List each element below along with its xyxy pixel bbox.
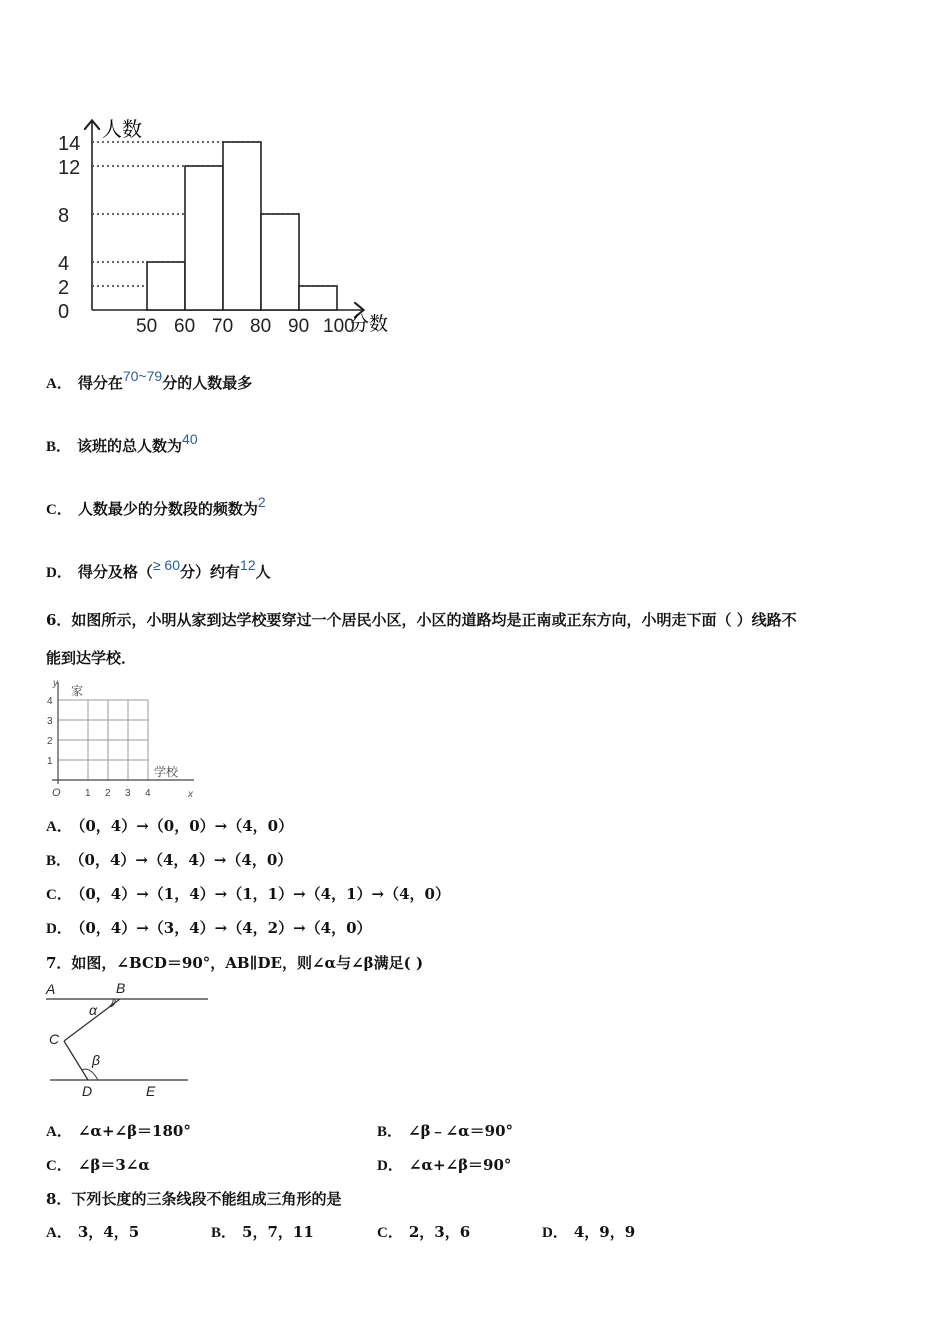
y-axis-label: 人数 [102, 119, 142, 141]
histogram-bar [185, 166, 223, 310]
y-tick: 1 [47, 756, 53, 767]
option-text: ∠α+∠β＝90° [408, 1156, 512, 1174]
option-key: A． [46, 376, 72, 392]
y-axis-letter: y [53, 678, 58, 689]
option-text: （0，4）→（0，0）→（4，0） [77, 817, 294, 835]
x-tick-label: 80 [250, 316, 272, 337]
q6-stem-line1: 6．如图所示，小明从家到达学校要穿过一个居民小区，小区的道路均是正南或正东方向，小明走下面（ ）线路不 [46, 611, 797, 629]
option-key: D． [46, 921, 72, 937]
label-alpha: α [89, 1002, 97, 1018]
option-text-post: 分的人数最多 [162, 374, 253, 392]
x-axis-letter: x [188, 789, 193, 800]
x-tick-label: 60 [174, 316, 196, 337]
option-text-pre: 得分及格（ [77, 563, 153, 581]
grid-x-ticks [85, 788, 151, 799]
option-text: 5，7，11 [242, 1223, 314, 1241]
option-key: B． [377, 1124, 403, 1140]
y-tick-label: 12 [58, 157, 81, 179]
option-text: 4，9，9 [573, 1223, 636, 1241]
option-key: A． [46, 1225, 72, 1241]
histogram-bar [261, 214, 299, 310]
q6-stem-line2: 能到达学校． [46, 649, 137, 667]
y-tick: 4 [47, 696, 53, 707]
q6-option-a[interactable] [46, 815, 293, 836]
option-key: D． [46, 565, 72, 581]
grid-y-ticks [47, 696, 53, 767]
option-text-post: 人 [255, 563, 271, 581]
grid-lines [58, 700, 148, 780]
option-key: D． [542, 1225, 568, 1241]
q6-stem [46, 601, 916, 677]
q5-option-d[interactable] [46, 557, 271, 582]
x-tick: 3 [125, 788, 131, 799]
q8-option-b[interactable] [211, 1221, 314, 1242]
option-value-2: 12 [240, 557, 256, 573]
q8-option-a[interactable] [46, 1221, 139, 1242]
option-value: 2 [257, 494, 266, 510]
option-value: 40 [182, 431, 198, 447]
x-tick-label: 70 [212, 316, 234, 337]
option-text: ∠β﹣∠α＝90° [408, 1122, 514, 1140]
x-axis-label: 分数 [350, 314, 389, 335]
q7-option-b[interactable] [377, 1120, 513, 1141]
label-d: D [82, 1083, 93, 1099]
q5-option-c[interactable] [46, 494, 266, 519]
q6-option-d[interactable] [46, 917, 372, 938]
q6-option-b[interactable] [46, 849, 292, 870]
label-b: B [116, 980, 126, 996]
y-tick-labels [58, 133, 80, 323]
x-tick: 4 [145, 788, 151, 799]
option-key: B． [46, 439, 72, 455]
option-key: A． [46, 1124, 72, 1140]
q7-stem: 7．如图，∠BCD＝90°，AB∥DE，则∠α与∠β满足( ) [46, 954, 424, 972]
option-text-pre: 得分在 [77, 374, 123, 392]
x-tick: 2 [105, 788, 111, 799]
option-value: ≥ 60 [152, 557, 181, 573]
option-key: C． [46, 887, 72, 903]
q7-option-a[interactable] [46, 1120, 191, 1141]
y-tick: 3 [47, 716, 53, 727]
option-text: ∠α+∠β＝180° [77, 1122, 191, 1140]
option-text: ∠β＝3∠α [77, 1156, 150, 1174]
bars [147, 142, 337, 310]
option-key: A． [46, 819, 72, 835]
home-label: 家 [71, 684, 84, 698]
x-tick-label: 100 [323, 316, 355, 337]
histogram-bar [299, 286, 337, 310]
option-text-mid: 分）约有 [180, 563, 241, 581]
y-tick-label: 2 [58, 277, 70, 299]
q6-option-c[interactable] [46, 883, 450, 904]
option-text-pre: 该班的总人数为 [77, 437, 183, 455]
q8-stem: 8．下列长度的三条线段不能组成三角形的是 [46, 1190, 342, 1208]
q7-angle-figure [40, 978, 220, 1102]
q8-option-c[interactable] [377, 1221, 470, 1242]
option-text: 2，3，6 [408, 1223, 471, 1241]
y-tick-label: 8 [58, 205, 70, 227]
q8-option-d[interactable] [542, 1221, 635, 1242]
option-value: 70~79 [122, 368, 163, 384]
x-tick-label: 50 [136, 316, 158, 337]
y-tick-label: 0 [58, 301, 70, 323]
y-tick-label: 14 [58, 133, 81, 155]
option-key: B． [211, 1225, 237, 1241]
option-text: （0，4）→（1，4）→（1，1）→（4，1）→（4，0） [77, 885, 450, 903]
option-key: B． [46, 853, 72, 869]
y-tick: 2 [47, 736, 53, 747]
label-c: C [49, 1031, 60, 1047]
origin-label: O [52, 787, 61, 799]
option-text: 3，4，5 [77, 1223, 140, 1241]
school-label: 学校 [154, 765, 179, 779]
x-tick: 1 [85, 788, 91, 799]
option-key: D． [377, 1158, 403, 1174]
score-histogram [50, 112, 410, 344]
x-tick-labels [136, 316, 355, 337]
label-a: A [46, 981, 56, 997]
histogram-bar [147, 262, 185, 310]
label-e: E [146, 1083, 156, 1099]
y-tick-label: 4 [58, 253, 70, 275]
option-key: C． [377, 1225, 403, 1241]
q7-option-d[interactable] [377, 1154, 511, 1175]
option-text: （0，4）→（4，4）→（4，0） [77, 851, 293, 869]
histogram-bar [223, 142, 261, 310]
segment-cd [64, 1041, 88, 1080]
q6-grid-figure [44, 676, 204, 802]
option-key: C． [46, 1158, 72, 1174]
option-text-pre: 人数最少的分数段的频数为 [77, 500, 258, 518]
label-beta: β [92, 1052, 100, 1068]
option-text: （0，4）→（3，4）→（4，2）→（4，0） [77, 919, 372, 937]
q5-option-b[interactable] [46, 431, 198, 456]
option-key: C． [46, 502, 72, 518]
x-tick-label: 90 [288, 316, 310, 337]
q7-option-c[interactable] [46, 1154, 150, 1175]
q5-option-a[interactable] [46, 368, 253, 393]
